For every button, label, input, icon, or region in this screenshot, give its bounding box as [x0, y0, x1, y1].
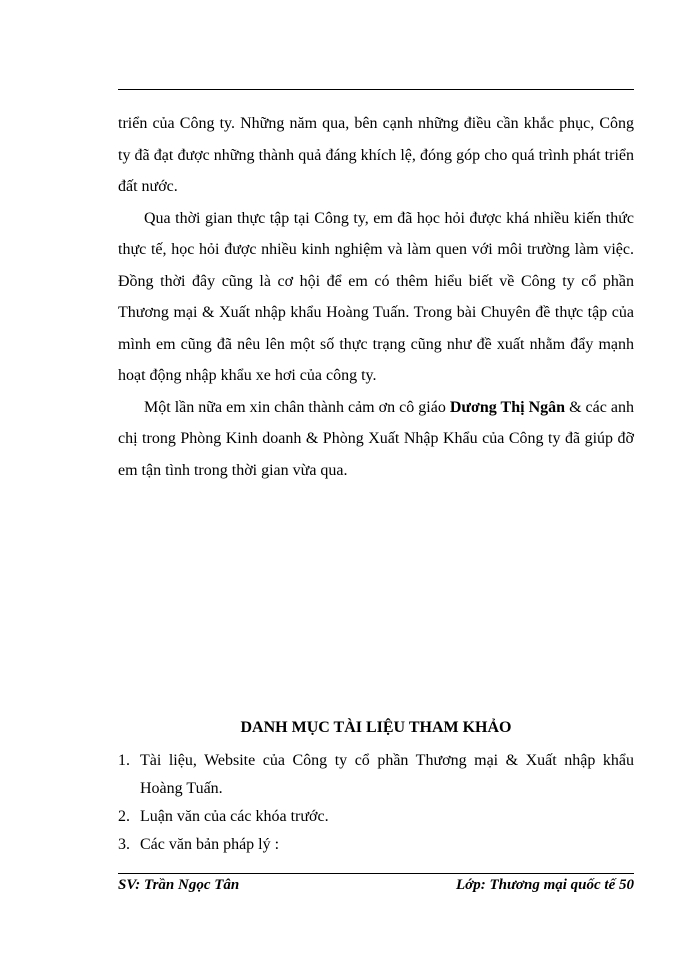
paragraph-3-start: Một lần nữa em xin chân thành cảm ơn cô giáo: [144, 398, 450, 416]
reference-item: [118, 803, 634, 831]
paragraph-1: triển của Công ty. Những năm qua, bên cạnh những điều cần khắc phục, Công ty đã đạt được những thành quả đáng khích lệ, đóng góp cho quá trình phát triển đất nước.: [118, 115, 634, 195]
footer-rule: [118, 873, 634, 874]
references-list: [118, 747, 634, 859]
paragraph-3: [118, 392, 634, 487]
footer-student: SV: Trần Ngọc Tân: [118, 877, 240, 893]
body-text: [118, 108, 634, 486]
reference-item: [118, 747, 634, 803]
references-title: DANH MỤC TÀI LIỆU THAM KHẢO: [240, 719, 512, 736]
reference-text: Luận văn của các khóa trước.: [140, 808, 329, 825]
footer-class: Lớp: Thương mại quốc tế 50: [455, 877, 634, 893]
references-section: [118, 713, 634, 859]
paragraph-3-end: & các anh chị trong Phòng Kinh doanh & Phòng Xuất Nhập Khẩu của Công ty đã giúp đỡ em tận tình trong thời gian vừa qua.: [118, 398, 635, 479]
reference-text: Tài liệu, Website của Công ty cổ phần Thương mại & Xuất nhập khẩu Hoàng Tuấn.: [140, 752, 634, 797]
reference-number: 1.: [118, 752, 130, 769]
reference-item: [118, 831, 634, 859]
reference-number: 3.: [118, 836, 130, 853]
reference-text: Các văn bản pháp lý :: [140, 836, 280, 853]
reference-number: 2.: [118, 808, 130, 825]
header-rule: [118, 89, 634, 90]
paragraph-2: Qua thời gian thực tập tại Công ty, em đã học hỏi được khá nhiều kiến thức thực tế, học hỏi được nhiều kinh nghiệm và làm quen với môi trường làm việc. Đồng thời đây cũng là cơ hội để em có thêm hiểu biết về Công ty cổ phần Thương mại & Xuất nhập khẩu Hoàng Tuấn. Trong bài Chuyên đề thực tập của mình em cũng đã nêu lên một số thực trạng cũng như đề xuất nhằm đẩy mạnh hoạt động nhập khẩu xe hơi của công ty.: [118, 209, 634, 384]
teacher-name: Dương Thị Ngân: [449, 398, 566, 416]
page-footer: [118, 877, 634, 894]
